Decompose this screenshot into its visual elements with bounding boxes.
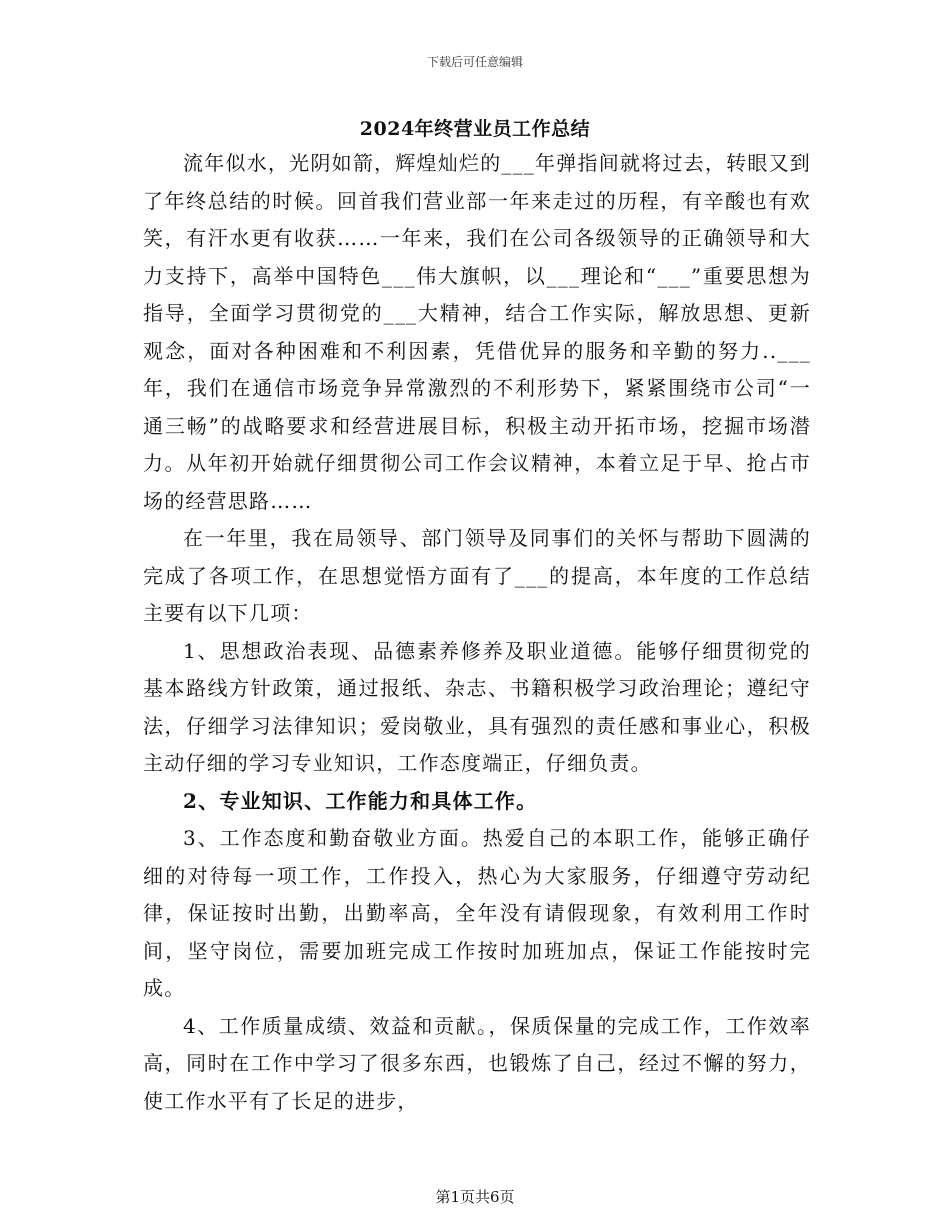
page-number: 第1页共6页 [435, 1188, 515, 1206]
download-edit-note: 下载后可任意编辑 [426, 55, 523, 69]
paragraph-item-3: 3、工作态度和勤奋敬业方面。热爱自己的本职工作，能够正确仔细的对待每一项工作，工作投入，热心为大家服务，仔细遵守劳动纪律，保证按时出勤，出勤率高，全年没有请假现象，有效利用工作时间，坚守岗位，需要加班完成工作按时加班加点，保证工作能按时完成。 [143, 826, 811, 1000]
document-title: 2024年终营业员工作总结 [359, 118, 591, 140]
paragraph-item-4: 4、工作质量成绩、效益和贡献。，保质保量的完成工作，工作效率高，同时在工作中学习了很多东西，也锻炼了自己，经过不懈的努力，使工作水平有了长足的进步， [143, 1013, 811, 1113]
paragraph-item-2-heading: 2、专业知识、工作能力和具体工作。 [183, 788, 538, 813]
paragraph-item-1: 1、思想政治表现、品德素养修养及职业道德。能够仔细贯彻党的基本路线方针政策，通过报纸、杂志、书籍积极学习政治理论；遵纪守法，仔细学习法律知识；爱岗敬业，具有强烈的责任感和事业心，积极主动仔细的学习专业知识，工作态度端正，仔细负责。 [143, 638, 811, 775]
document-body [143, 145, 811, 1120]
paragraph-intro: 流年似水，光阴如箭，辉煌灿烂的___年弹指间就将过去，转眼又到了年终总结的时候。回首我们营业部一年来走过的历程，有辛酸也有欢笑，有汗水更有收获……一年来，我们在公司各级领导的正确领导和大力支持下，高举中国特色___伟大旗帜，以___理论和“___”重要思想为指导，全面学习贯彻党的___大精神，结合工作实际，解放思想、更新观念，面对各种困难和不利因素，凭借优异的服务和辛勤的努力..___年，我们在通信市场竞争异常激烈的不利形势下，紧紧围绕市公司“一通三畅”的战略要求和经营进展目标，积极主动开拓市场，挖掘市场潜力。从年初开始就仔细贯彻公司工作会议精神，本着立足于早、抢占市场的经营思路…… [143, 151, 811, 513]
paragraph-summary-lead: 在一年里，我在局领导、部门领导及同事们的关怀与帮助下圆满的完成了各项工作，在思想觉悟方面有了___的提高，本年度的工作总结主要有以下几项： [143, 526, 811, 625]
